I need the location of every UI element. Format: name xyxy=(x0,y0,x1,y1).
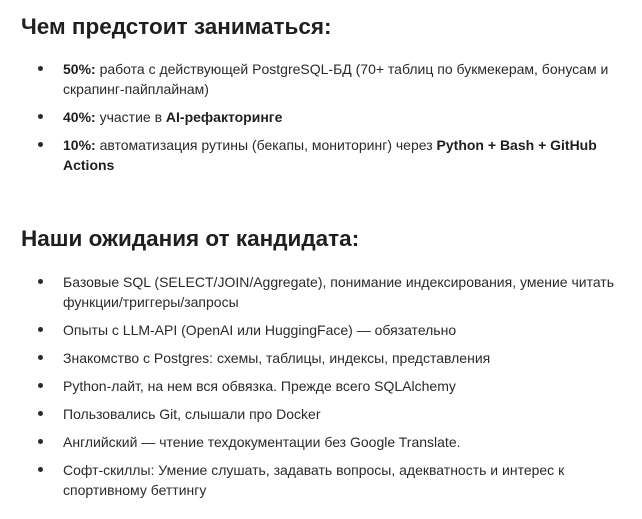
section-heading-expectations: Наши ожидания от кандидата: xyxy=(21,226,360,251)
item-text: работа с действующей PostgreSQL-БД (70+ таблиц по букмекерам, бонусам и скрапинг-пайплайнам) xyxy=(63,61,609,97)
item-text: участие в xyxy=(95,109,166,125)
section-heading-responsibilities: Чем предстоит заниматься: xyxy=(21,14,332,39)
list-item: Python-лайт, на нем вся обвязка. Прежде всего SQLAlchemy xyxy=(21,376,617,396)
list-item: Опыты с LLM-API (OpenAI или HuggingFace) — обязательно xyxy=(21,320,617,340)
item-percent: 50%: xyxy=(63,61,96,77)
expectations-list xyxy=(21,272,642,500)
item-text: автоматизация рутины (бекапы, мониторинг) через xyxy=(95,137,437,153)
item-highlight: Python + Bash + GitHub Actions xyxy=(63,137,597,173)
list-item: Пользовались Git, слышали про Docker xyxy=(21,404,617,424)
list-item: Софт-скиллы: Умение слушать, задавать вопросы, адекватность и интерес к спортивному беттингу xyxy=(21,460,617,500)
list-item: Базовые SQL (SELECT/JOIN/Aggregate), понимание индексирования, умение читать функции/триггеры/запросы xyxy=(21,272,617,312)
list-item xyxy=(21,107,617,127)
list-item xyxy=(21,135,617,175)
list-item: Английский — чтение техдокументации без Google Translate. xyxy=(21,432,617,452)
item-highlight: AI-рефакторинге xyxy=(165,109,283,125)
list-item: Знакомство с Postgres: схемы, таблицы, индексы, представления xyxy=(21,348,617,368)
item-percent: 10%: xyxy=(63,137,96,153)
item-percent: 40%: xyxy=(63,109,96,125)
list-item xyxy=(21,59,617,99)
responsibilities-list xyxy=(21,59,642,175)
